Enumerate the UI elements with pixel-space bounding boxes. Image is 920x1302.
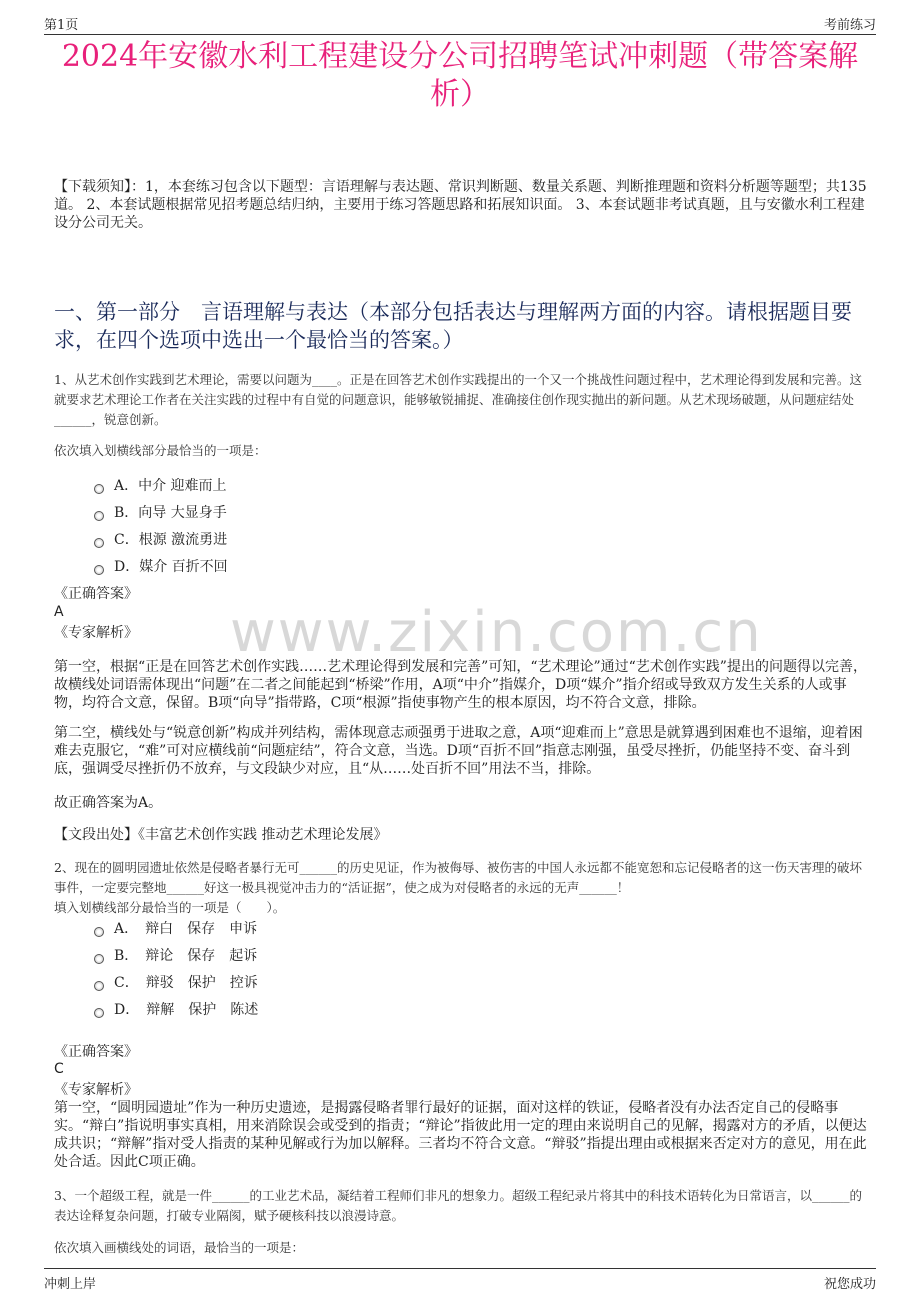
q1-option-a[interactable] xyxy=(94,475,227,497)
option-label: D．媒介 百折不回 xyxy=(114,559,228,575)
q2-option-a[interactable] xyxy=(94,918,257,940)
q2-option-c[interactable] xyxy=(94,972,258,994)
radio-icon[interactable] xyxy=(94,954,104,964)
option-label: C． 辩驳 保护 控诉 xyxy=(114,975,258,991)
q1-analysis-p2: 第二空，横线处与“锐意创新”构成并列结构，需体现意志顽强勇于进取之意，A项“迎难而上”意思是就算遇到困难也不退缩，迎着困难去克服它，“难”可对应横线前“问题症结”，符合文意，当选。D项“百折不回”指意志刚强，虽受尽挫折，仍能坚持不变、奋斗到底，强调受尽挫折仍不放弃，与文段缺少对应，且“从……处百折不回”用法不当，排除。 xyxy=(54,725,863,777)
q2-option-d[interactable] xyxy=(94,999,258,1021)
radio-icon[interactable] xyxy=(94,484,104,494)
q1-answer: A xyxy=(54,604,64,620)
q1-conclusion: 故正确答案为A。 xyxy=(54,795,163,811)
radio-icon[interactable] xyxy=(94,981,104,991)
option-label: B． 辩论 保存 起诉 xyxy=(114,948,258,964)
page-header xyxy=(44,14,876,35)
option-label: B．向导 大显身手 xyxy=(114,505,227,521)
page-title: 2024年安徽水利工程建设分公司招聘笔试冲刺题（带答案解析） xyxy=(61,39,859,112)
q2-option-b[interactable] xyxy=(94,945,257,967)
q2-prompt: 填入划横线部分最恰当的一项是（ ）。 xyxy=(54,900,286,915)
section-heading: 一、第一部分 言语理解与表达（本部分包括表达与理解两方面的内容。请根据题目要求，在四个选项中选出一个最恰当的答案。） xyxy=(54,300,852,352)
option-label: A． 辩白 保存 申诉 xyxy=(114,921,258,937)
download-notice: 【下载须知】：1，本套练习包含以下题型：言语理解与表达题、常识判断题、数量关系题、判断推理题和资料分析题等题型；共135道。 2、本套试题根据常见招考题总结归纳，主要用于练习答题思路和拓展知识面。 3、本套试题非考试真题，且与安徽水利工程建设分公司无关。 xyxy=(54,179,867,231)
q3-prompt: 依次填入画横线处的词语，最恰当的一项是： xyxy=(54,1240,305,1255)
q1-option-b[interactable] xyxy=(94,502,227,524)
q1-prompt: 依次填入划横线部分最恰当的一项是： xyxy=(54,443,267,458)
q1-option-c[interactable] xyxy=(94,529,227,551)
q2-answer-label: 《正确答案》 xyxy=(54,1044,138,1060)
radio-icon[interactable] xyxy=(94,1008,104,1018)
q2-analysis: 第一空，“圆明园遗址”作为一种历史遗迹，是揭露侵略者罪行最好的证据，面对这样的铁证，侵略者没有办法否定自己的侵略事实。“辩白”指说明事实真相，用来消除误会或受到的指责；“辩论”指彼此用一定的理由来说明自己的见解，揭露对方的矛盾，以便达成共识；“辩解”指对受人指责的某种见解或行为加以解释。三者均不符合文意。“辩驳”指提出理由或根据来否定对方的意见，用在此处合适。因此C项正确。 xyxy=(54,1100,867,1170)
q1-analysis-p1: 第一空，根据“正是在回答艺术创作实践……艺术理论得到发展和完善”可知，“艺术理论”通过“艺术创作实践”提出的问题得以完善，故横线处词语需体现出“问题”在二者之间能起到“桥梁”作用，A项“中介”指媒介，D项“媒介”指介绍或导致双方发生关系的人或事物，均符合文意，保留。B项“向导”指带路，C项“根源”指使事物产生的根本原因，均不符合文意，排除。 xyxy=(54,659,867,711)
option-label: D． 辩解 保护 陈述 xyxy=(114,1002,259,1018)
q1-stem: 1、从艺术创作实践到艺术理论，需要以问题为____。正是在回答艺术创作实践提出的一个又一个挑战性问题过程中，艺术理论得到发展和完善。这就要求艺术理论工作者在关注实践的过程中有自觉的问题意识，能够敏锐捕捉、准确接住创作现实抛出的新问题。从艺术现场破题，从问题症结处______，锐意创新。 xyxy=(54,372,862,427)
q2-answer: C xyxy=(54,1061,64,1077)
q2-analysis-label: 《专家解析》 xyxy=(54,1082,138,1098)
q1-source: 【文段出处】《丰富艺术创作实践 推动艺术理论发展》 xyxy=(54,827,388,843)
watermark: www.zixin.com.cn xyxy=(230,600,763,665)
footer-left: 冲刺上岸 xyxy=(44,1277,97,1292)
header-label: 考前练习 xyxy=(823,18,876,33)
footer-right: 祝您成功 xyxy=(823,1277,876,1292)
page-number: 第1页 xyxy=(44,18,79,33)
option-label: C．根源 激流勇进 xyxy=(114,532,228,548)
q2-stem: 2、现在的圆明园遗址依然是侵略者暴行无可______的历史见证，作为被侮辱、被伤害的中国人永远都不能宽恕和忘记侵略者的这一伤天害理的破坏事件，一定要完整地______好这一极具视觉冲击力的“活证据”，使之成为对侵略者的永远的无声______！ xyxy=(54,860,862,895)
option-label: A．中介 迎难而上 xyxy=(114,478,227,494)
radio-icon[interactable] xyxy=(94,511,104,521)
radio-icon[interactable] xyxy=(94,538,104,548)
radio-icon[interactable] xyxy=(94,565,104,575)
q3-stem: 3、一个超级工程，就是一件______的工业艺术品，凝结着工程师们非凡的想象力。超级工程纪录片将其中的科技术语转化为日常语言，以______的表达诠释复杂问题，打破专业隔阂，赋予硬核科技以浪漫诗意。 xyxy=(54,1188,862,1223)
q1-option-d[interactable] xyxy=(94,556,228,578)
radio-icon[interactable] xyxy=(94,927,104,937)
q1-analysis-label: 《专家解析》 xyxy=(54,625,138,641)
q1-answer-label: 《正确答案》 xyxy=(54,586,138,602)
page-footer xyxy=(44,1268,876,1295)
